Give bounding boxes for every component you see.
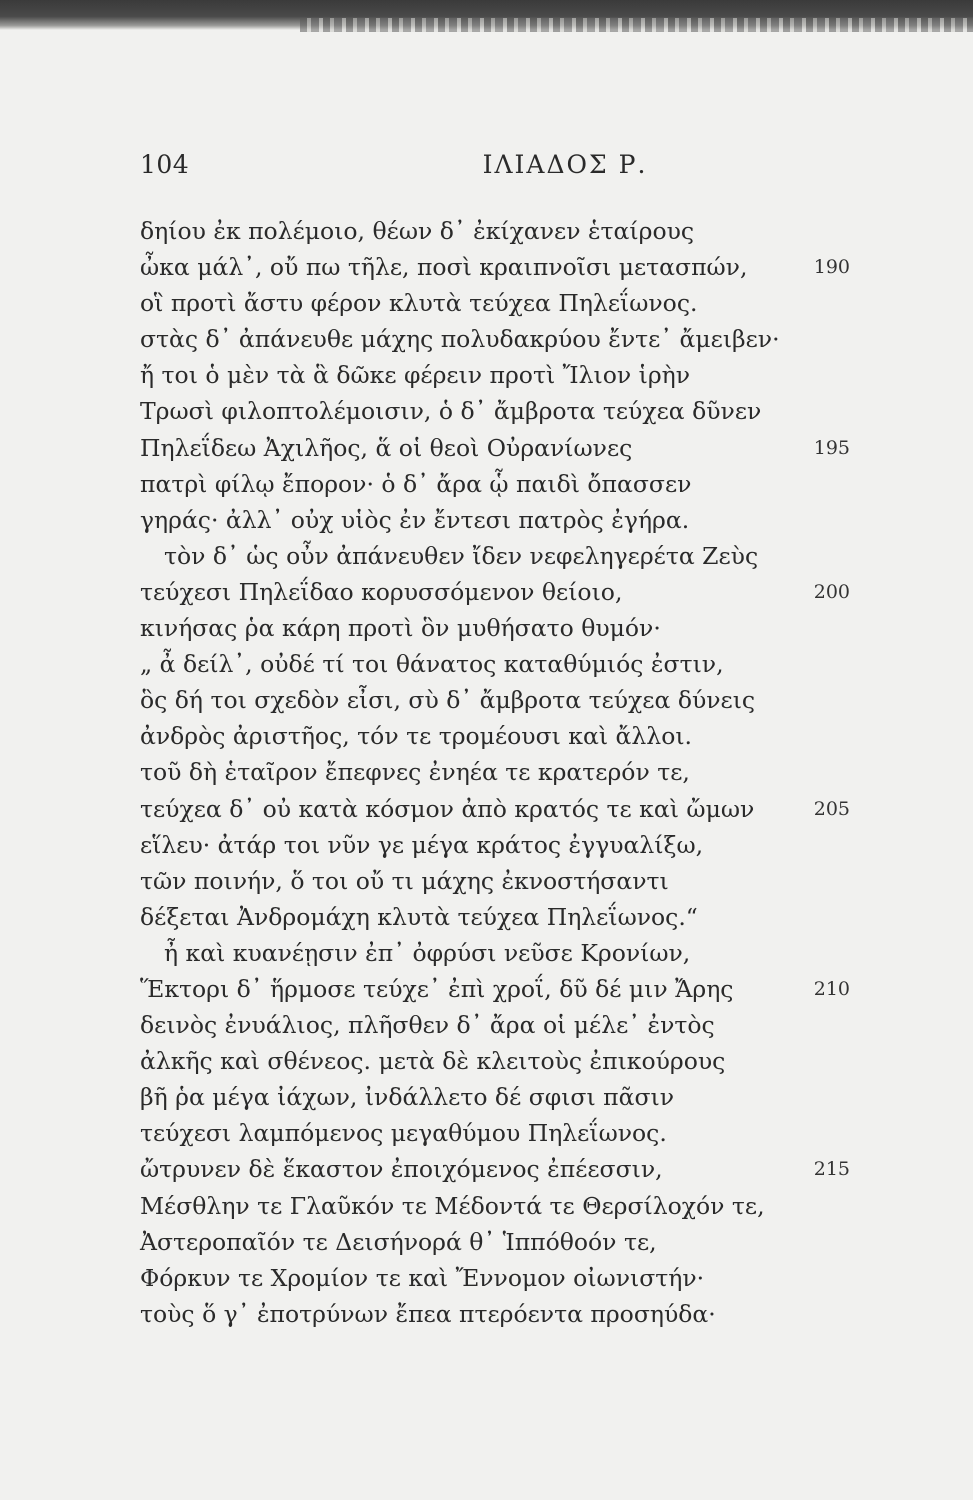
- verse-line: [140, 1296, 860, 1332]
- verse-line: [140, 754, 860, 790]
- verse-text: Φόρκυν τε Χρομίον τε καὶ Ἔννομον οἰωνιστήν·: [140, 1263, 705, 1292]
- verse-text: Τρωσὶ φιλοπτολέμοισιν, ὁ δ᾽ ἄμβροτα τεύχεα δῦνεν: [140, 397, 762, 426]
- verse-line: [140, 718, 860, 754]
- verse-block: [140, 213, 860, 1332]
- verse-line: [140, 574, 860, 610]
- line-number: 205: [813, 797, 850, 820]
- verse-line: [140, 466, 860, 502]
- verse-line: [140, 321, 860, 357]
- verse-text: εἵλευ· ἀτάρ τοι νῦν γε μέγα κράτος ἐγγυαλίξω,: [140, 830, 704, 859]
- verse-text: τὸν δ᾽ ὡς οὖν ἀπάνευθεν ἴδεν νεφεληγερέτα Ζεὺς: [164, 541, 759, 570]
- verse-text: Ἕκτορι δ᾽ ἥρμοσε τεύχε᾽ ἐπὶ χροΐ, δῦ δέ μιν Ἄρης: [140, 974, 734, 1003]
- verse-text: „ ἆ δείλ᾽, οὐδέ τί τοι θάνατος καταθύμιός ἐστιν,: [140, 650, 724, 679]
- running-title: ΙΛΙΑΔΟΣ Ρ.: [482, 150, 648, 179]
- verse-line: [140, 646, 860, 682]
- verse-text: Ἀστεροπαῖόν τε Δεισήνορά θ᾽ Ἱππόθοόν τε,: [140, 1227, 657, 1256]
- verse-line: [140, 430, 860, 466]
- verse-line: [140, 1260, 860, 1296]
- verse-line: [140, 393, 860, 429]
- verse-line: [140, 1224, 860, 1260]
- verse-text: δεινὸς ἐνυάλιος, πλῆσθεν δ᾽ ἄρα οἱ μέλε᾽ ἐντὸς: [140, 1011, 715, 1040]
- verse-line: [140, 971, 860, 1007]
- verse-line: [140, 285, 860, 321]
- verse-line: [140, 610, 860, 646]
- verse-line: [140, 1115, 860, 1151]
- verse-line: [140, 935, 860, 971]
- verse-line: [140, 357, 860, 393]
- line-number: 210: [813, 977, 850, 1000]
- verse-text: κινήσας ῥα κάρη προτὶ ὃν μυθήσατο θυμόν·: [140, 614, 661, 643]
- verse-line: [140, 1188, 860, 1224]
- verse-line: [140, 899, 860, 935]
- line-number: 215: [813, 1158, 850, 1181]
- verse-text: ὦκα μάλ᾽, οὔ πω τῆλε, ποσὶ κραιπνοῖσι μετασπών,: [140, 253, 748, 282]
- verse-line: [140, 249, 860, 285]
- verse-line: [140, 1151, 860, 1187]
- page-number: 104: [140, 150, 190, 179]
- verse-text: βῆ ῥα μέγα ἰάχων, ἰνδάλλετο δέ σφισι πᾶσιν: [140, 1083, 675, 1112]
- verse-line: [140, 827, 860, 863]
- verse-line: [140, 1007, 860, 1043]
- verse-line: [140, 863, 860, 899]
- verse-text: ὤτρυνεν δὲ ἕκαστον ἐποιχόμενος ἐπέεσσιν,: [140, 1155, 663, 1184]
- verse-line: [140, 1079, 860, 1115]
- verse-text: τοῦ δὴ ἑταῖρον ἔπεφνες ἐνηέα τε κρατερόν τε,: [140, 758, 690, 787]
- verse-text: οἳ προτὶ ἄστυ φέρον κλυτὰ τεύχεα Πηλεΐωνος.: [140, 289, 698, 318]
- verse-text: τοὺς ὅ γ᾽ ἐποτρύνων ἔπεα πτερόεντα προσηύδα·: [140, 1299, 716, 1328]
- line-number: 190: [813, 256, 850, 279]
- verse-text: στὰς δ᾽ ἀπάνευθε μάχης πολυδακρύου ἔντε᾽ ἄμειβεν·: [140, 325, 780, 354]
- verse-text: ἤ τοι ὁ μὲν τὰ ἃ δῶκε φέρειν προτὶ Ἴλιον ἱρὴν: [140, 361, 691, 390]
- verse-line: [140, 791, 860, 827]
- verse-line: [140, 1043, 860, 1079]
- verse-text: Πηλεΐδεω Ἀχιλῆος, ἅ οἱ θεοὶ Οὐρανίωνες: [140, 433, 633, 462]
- verse-text: τεύχεσι λαμπόμενος μεγαθύμου Πηλεΐωνος.: [140, 1119, 667, 1148]
- verse-line: [140, 682, 860, 718]
- verse-text: ἦ καὶ κυανέῃσιν ἐπ᾽ ὀφρύσι νεῦσε Κρονίων,: [164, 938, 691, 967]
- verse-text: ἀλκῆς καὶ σθένεος. μετὰ δὲ κλειτοὺς ἐπικούρους: [140, 1047, 726, 1076]
- verse-text: πατρὶ φίλῳ ἔπορον· ὁ δ᾽ ἄρα ᾧ παιδὶ ὄπασσεν: [140, 469, 692, 498]
- verse-text: γηράς· ἀλλ᾽ οὐχ υἱὸς ἐν ἔντεσι πατρὸς ἐγήρα.: [140, 505, 690, 534]
- verse-text: Μέσθλην τε Γλαῦκόν τε Μέδοντά τε Θερσίλοχόν τε,: [140, 1191, 765, 1220]
- page-header: [140, 150, 870, 190]
- verse-text: δηίου ἐκ πολέμοιο, θέων δ᾽ ἐκίχανεν ἑταίρους: [140, 217, 695, 245]
- verse-text: ἀνδρὸς ἀριστῆος, τόν τε τρομέουσι καὶ ἄλλοι.: [140, 722, 693, 751]
- line-number: 200: [813, 580, 850, 603]
- verse-text: τῶν ποινήν, ὅ τοι οὔ τι μάχης ἐκνοστήσαντι: [140, 866, 669, 895]
- verse-line: [140, 213, 860, 249]
- verse-line: [140, 502, 860, 538]
- verse-text: τεύχεα δ᾽ οὐ κατὰ κόσμον ἀπὸ κρατός τε καὶ ὤμων: [140, 794, 755, 823]
- verse-text: ὃς δή τοι σχεδὸν εἶσι, σὺ δ᾽ ἄμβροτα τεύχεα δύνεις: [140, 686, 756, 715]
- verse-text: τεύχεσι Πηλεΐδαο κορυσσόμενον θείοιο,: [140, 577, 623, 606]
- line-number: 195: [813, 436, 850, 459]
- verse-text: δέξεται Ἀνδρομάχη κλυτὰ τεύχεα Πηλεΐωνος.“: [140, 902, 698, 931]
- verse-line: [140, 538, 860, 574]
